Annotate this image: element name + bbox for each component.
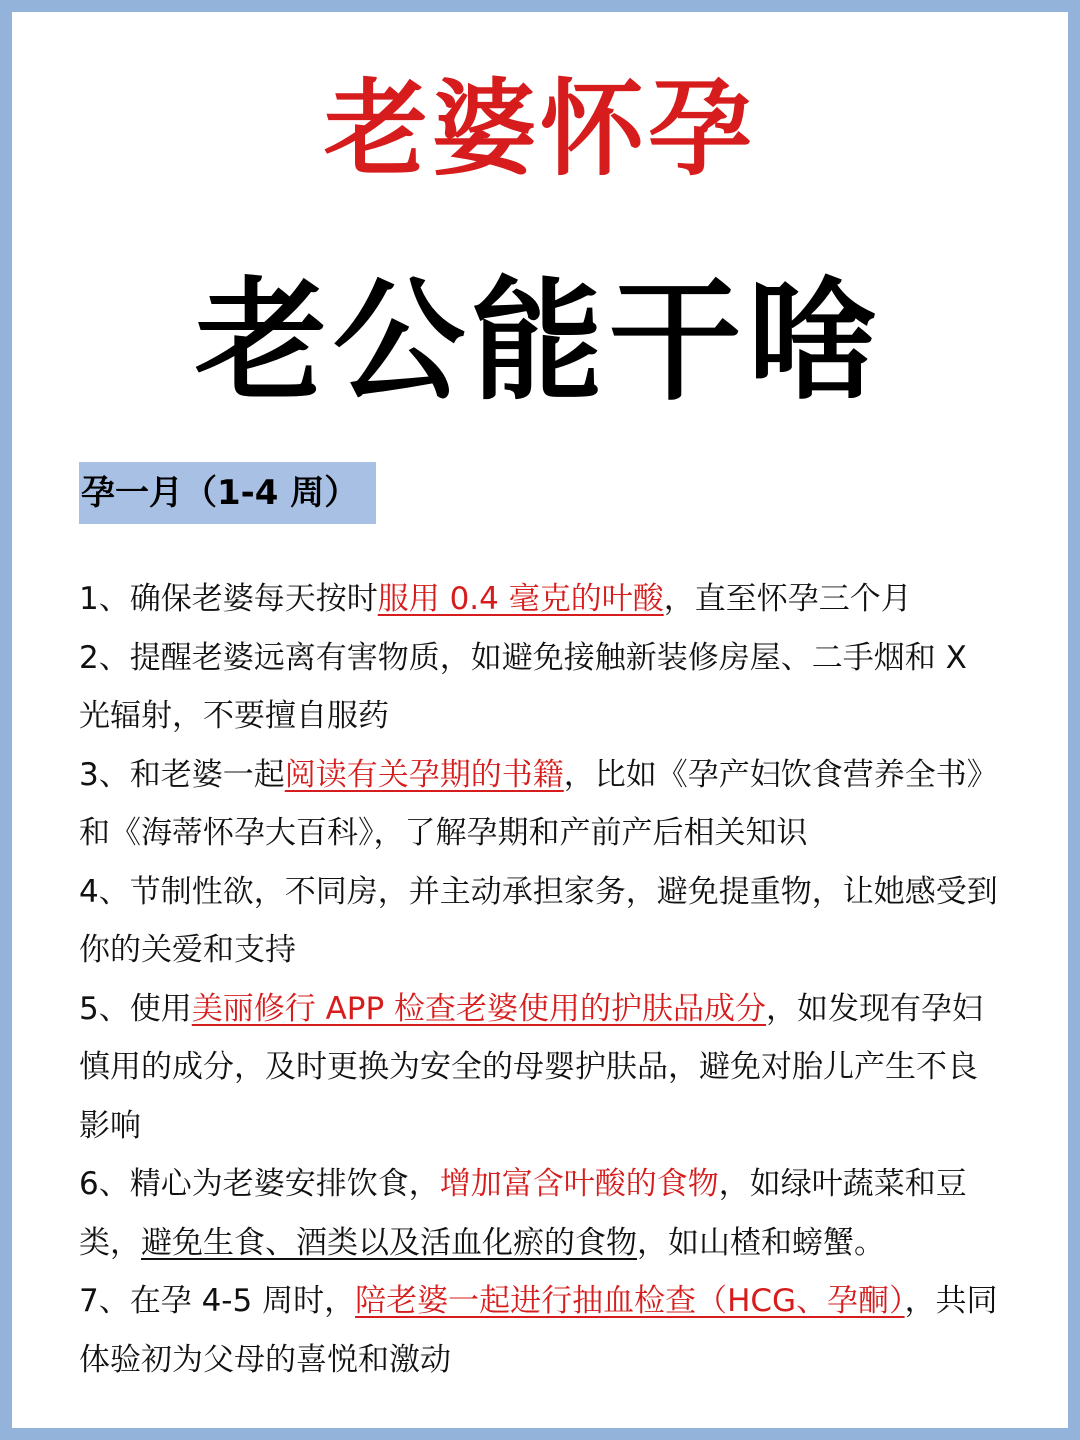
list-item [79,1155,999,1272]
list-item [79,746,999,863]
item-text: 2、提醒老婆远离有害物质，如避免接触新装修房屋、二手烟和 X 光辐射，不要擅自服药 [79,639,967,734]
item-text: ，如绿叶蔬菜和豆类， [79,1166,967,1261]
item-text: 6、精心为老婆安排饮食， [79,1166,440,1202]
item-highlight: 服用 0.4 毫克的叶酸 [377,581,664,617]
item-text: ，比如《孕产妇饮食营养全书》和《海蒂怀孕大百科》，了解孕期和产前产后相关知识 [79,756,998,851]
item-text: 3、和老婆一起 [79,756,285,793]
tips-list [79,570,999,1389]
item-text: 4、节制性欲，不同房，并主动承担家务，避免提重物，让她感受到你的关爱和支持 [79,873,998,968]
content-card [12,12,1068,1428]
item-highlight: 增加富含叶酸的食物 [439,1166,719,1202]
item-text: ，直至怀孕三个月 [663,581,912,617]
section-label: 孕一月（1-4 周） [79,462,376,524]
list-item [79,570,999,629]
item-text: 1、确保老婆每天按时 [79,581,378,617]
list-item [79,1272,999,1389]
item-highlight: 陪老婆一起进行抽血检查（HCG、孕酮） [355,1283,905,1319]
title-top: 老婆怀孕 [323,68,756,190]
item-text: 7、在孕 4-5 周时， [79,1283,356,1319]
item-text: 5、使用 [79,990,192,1027]
item-text: ，如山楂和螃蟹。 [637,1224,885,1261]
list-item [79,980,999,1156]
item-text: ，共同体验初为父母的喜悦和激动 [79,1283,998,1378]
item-highlight: 美丽修行 APP 检查老婆使用的护肤品成分 [191,990,767,1027]
item-underlined: 避免生食、酒类以及活血化瘀的食物 [141,1224,637,1261]
item-text: ，如发现有孕妇慎用的成分，及时更换为安全的母婴护肤品，避免对胎儿产生不良影响 [79,990,984,1144]
item-highlight: 阅读有关孕期的书籍 [284,756,564,793]
list-item [79,863,999,980]
list-item [79,629,999,746]
title-bottom: 老公能干啥 [195,265,885,419]
